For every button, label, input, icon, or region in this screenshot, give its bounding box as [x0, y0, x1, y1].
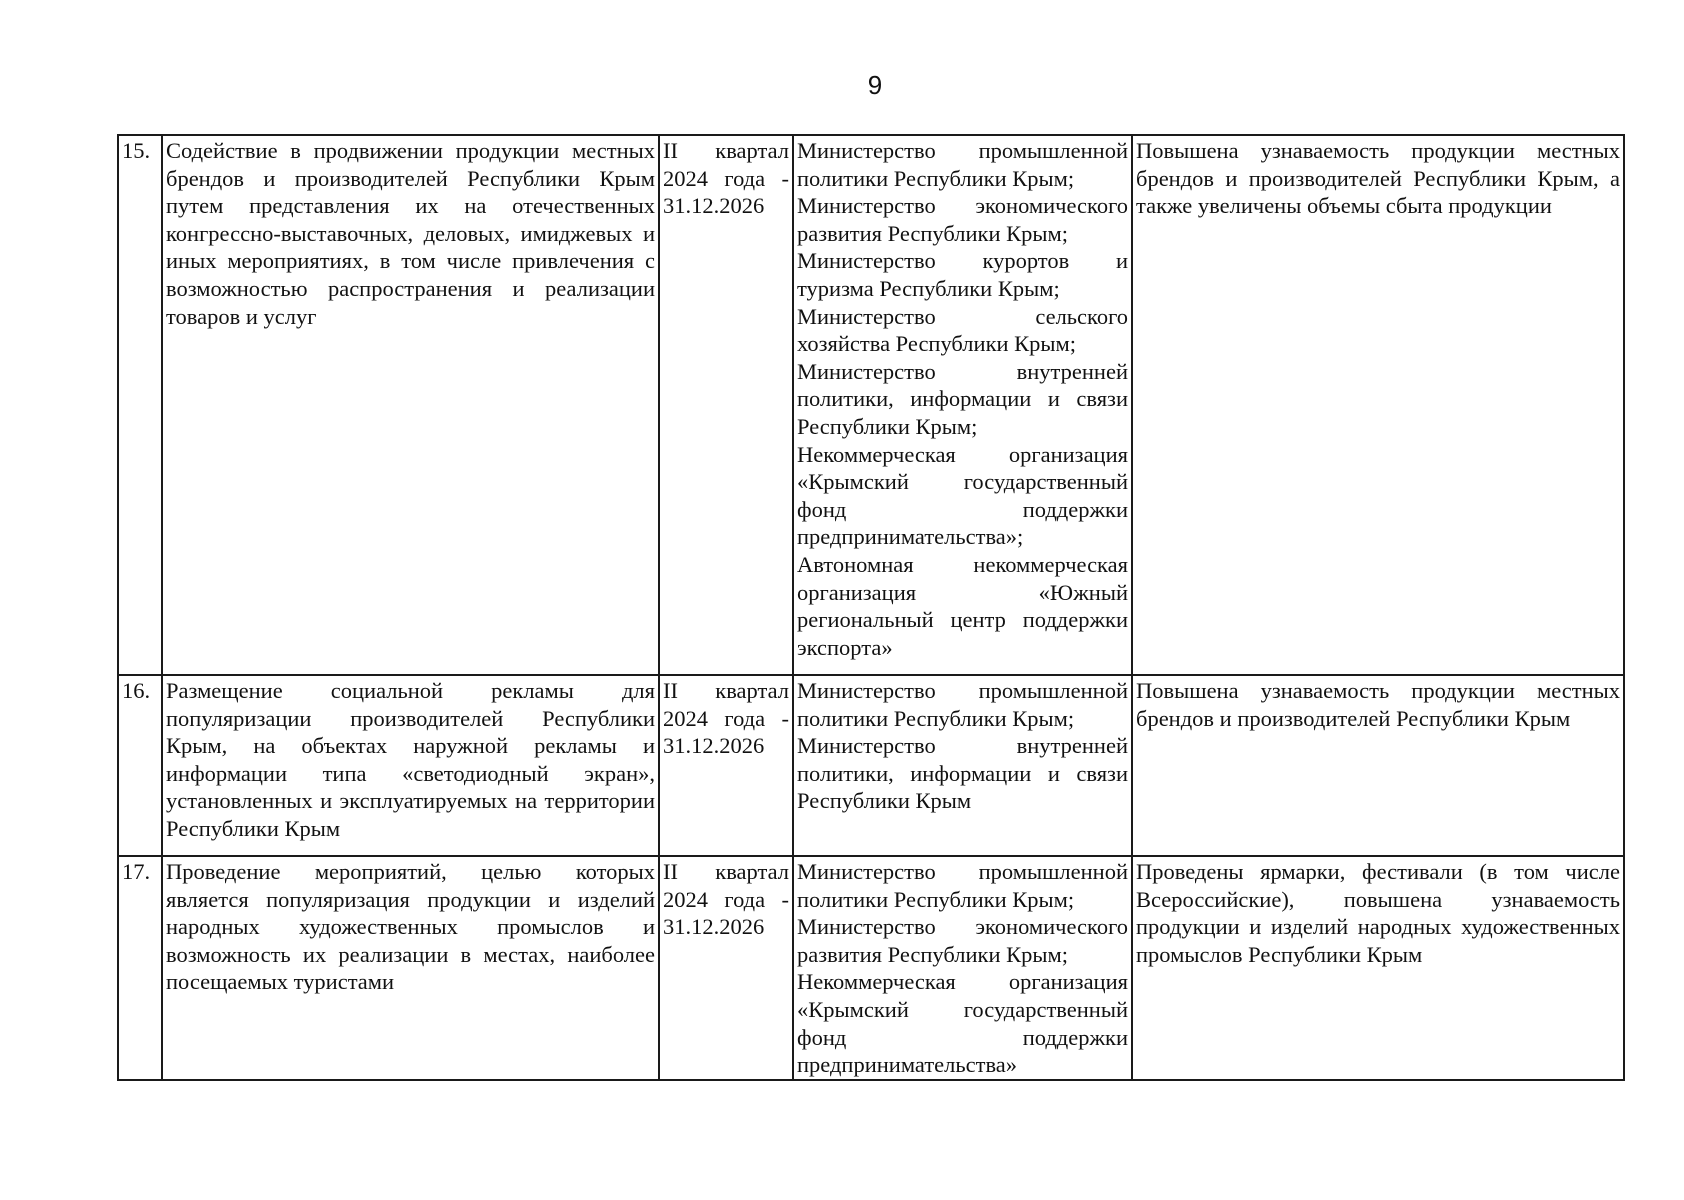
- row-number: 15.: [118, 135, 162, 675]
- activity-cell: Содействие в продвижении продукции местных брендов и производителей Республики Крым путем представления их на отечественных конгрессно-выставочных, деловых, имиджевых и иных мероприятиях, в том числе привлечения с возможностью распространения и реализации товаров и услуг: [162, 135, 659, 675]
- executors-cell: [793, 675, 1132, 856]
- row-number: 16.: [118, 675, 162, 856]
- term-cell: II квартал 2024 года - 31.12.2026: [659, 675, 793, 856]
- row-number: 17.: [118, 856, 162, 1080]
- table-row: [118, 856, 1624, 1080]
- table-row: [118, 675, 1624, 856]
- term-cell: II квартал 2024 года - 31.12.2026: [659, 135, 793, 675]
- executors-cell: [793, 856, 1132, 1080]
- executor-item: Министерство экономического развития Республики Крым;: [797, 193, 1128, 246]
- executor-item: Министерство внутренней политики, информации и связи Республики Крым: [797, 733, 1128, 814]
- executor-item: Некоммерческая организация «Крымский государственный фонд поддержки предпринимательства»;: [797, 441, 1128, 550]
- page-number: 9: [867, 70, 883, 100]
- executor-item: Министерство курортов и туризма Республики Крым;: [797, 248, 1128, 301]
- executors-cell: [793, 135, 1132, 675]
- executor-item: Некоммерческая организация «Крымский государственный фонд поддержки предпринимательства»: [797, 969, 1128, 1078]
- result-cell: Повышена узнаваемость продукции местных брендов и производителей Республики Крым: [1132, 675, 1624, 856]
- result-cell: Проведены ярмарки, фестивали (в том числе Всероссийские), повышена узнаваемость продукции и изделий народных художественных промыслов Республики Крым: [1132, 856, 1624, 1080]
- term-cell: II квартал 2024 года - 31.12.2026: [659, 856, 793, 1080]
- executor-item: Министерство промышленной политики Республики Крым;: [797, 138, 1128, 191]
- executor-item: Министерство промышленной политики Республики Крым;: [797, 859, 1128, 912]
- executor-item: Министерство внутренней политики, информации и связи Республики Крым;: [797, 358, 1128, 439]
- executor-item: Автономная некоммерческая организация «Южный региональный центр поддержки экспорта»: [797, 551, 1128, 660]
- result-cell: Повышена узнаваемость продукции местных брендов и производителей Республики Крым, а также увеличены объемы сбыта продукции: [1132, 135, 1624, 675]
- executor-item: Министерство экономического развития Республики Крым;: [797, 914, 1128, 967]
- activity-cell: Размещение социальной рекламы для популяризации производителей Республики Крым, на объектах наружной рекламы и информации типа «светодиодный экран», установленных и эксплуатируемых на территории Республики Крым: [162, 675, 659, 856]
- executor-item: Министерство сельского хозяйства Республики Крым;: [797, 303, 1128, 357]
- action-plan-table: [117, 134, 1625, 1081]
- table-row: [118, 135, 1624, 675]
- activity-cell: Проведение мероприятий, целью которых является популяризация продукции и изделий народных художественных промыслов и возможность их реализации в местах, наиболее посещаемых туристами: [162, 856, 659, 1080]
- executor-item: Министерство промышленной политики Республики Крым;: [797, 678, 1128, 731]
